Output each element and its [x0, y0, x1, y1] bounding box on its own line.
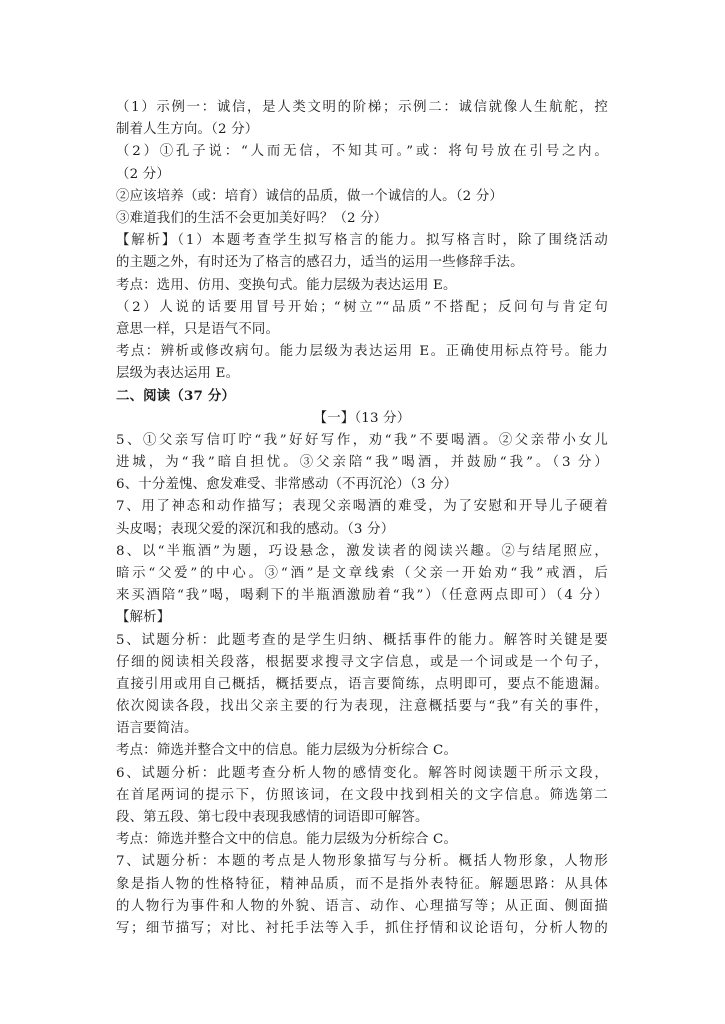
text-line: 仔细的阅读相关段落，根据要求搜寻文字信息，或是一个词或是一个句子， — [116, 654, 608, 670]
text-line: 【解析】 — [116, 610, 171, 626]
text-line: 语言要简洁。 — [116, 721, 198, 737]
text-line: 5、试题分析：此题考查的是学生归纳、概括事件的能力。解答时关键是要 — [116, 632, 608, 648]
text-line: 进城，为“我”暗自担忧。③父亲陪“我”喝酒，并鼓励“我”。（3 分） — [116, 455, 608, 470]
document-page — [116, 97, 608, 940]
text-line: 制着人生方向。（2 分） — [116, 122, 259, 138]
text-line: （2）①孔子说：“人而无信，不知其可。”或：将句号放在引号之内。 — [116, 144, 608, 160]
text-line: 意思一样，只是语气不同。 — [116, 321, 280, 337]
text-line: 5、①父亲写信叮咛“我”好好写作，劝“我”不要喝酒。②父亲带小女儿 — [116, 432, 608, 448]
text-line: 段、第五段、第七段中表现我感情的词语即可解答。 — [116, 810, 429, 825]
text-line: 暗示“父爱”的中心。③“酒”是文章线索（父亲一开始劝“我”戒酒，后 — [116, 565, 608, 581]
text-line: 象是指人物的性格特征，精神品质，而不是指外表特征。解题思路：从具体 — [116, 876, 608, 892]
text-line: （2）人说的话要用冒号开始；“树立”“品质”不搭配；反问句与肯定句 — [116, 299, 608, 315]
subsection-heading: 【一】（13 分） — [313, 410, 411, 426]
text-line: 考点：辨析或修改病句。能力层级为表达运用 E。正确使用标点符号。能力 — [116, 344, 608, 360]
text-line: 【解析】（1）本题考查学生拟写格言的能力。拟写格言时，除了围绕活动 — [116, 233, 608, 249]
text-line: （1）示例一：诚信，是人类文明的阶梯；示例二：诚信就像人生航舵，控 — [116, 100, 608, 115]
text-line: 依次阅读各段，找出父亲主要的行为表现，注意概括要与“我”有关的事件， — [116, 699, 608, 715]
text-line: 层级为表达运用 E。 — [116, 366, 240, 382]
text-line: 6、试题分析：此题考查分析人物的感情变化。解答时阅读题干所示文段， — [116, 765, 608, 781]
text-line: 7、用了神态和动作描写；表现父亲喝酒的难受，为了安慰和开导儿子硬着 — [116, 499, 608, 515]
text-line: 的人物行为事件和人物的外貌、语言、动作、心理描写等；从正面、侧面描 — [116, 898, 608, 914]
text-line: 头皮喝；表现父爱的深沉和我的感动。（3 分） — [116, 521, 395, 537]
text-line: 考点：筛选并整合文中的信息。能力层级为分析综合 C。 — [116, 743, 458, 759]
text-line: 的主题之外，有时还为了格言的感召力，适当的运用一些修辞手法。 — [116, 255, 524, 271]
text-line: 7、试题分析：本题的考点是人物形象描写与分析。概括人物形象，人物形 — [116, 854, 608, 870]
text-line: 写；细节描写；对比、衬托手法等入手，抓住抒情和议论语句，分析人物的 — [116, 920, 608, 936]
text-line: 6、十分羞愧、愈发难受、非常感动（不再沉沦）（3 分） — [116, 477, 458, 493]
text-line: 考点：选用、仿用、变换句式。能力层级为表达运用 E。 — [116, 277, 457, 293]
text-line: ③难道我们的生活不会更加美好吗？（2 分） — [116, 210, 388, 226]
text-line: 直接引用或用自己概括，概括要点，语言要简练，点明即可，要点不能遗漏。 — [116, 676, 608, 692]
text-line: 在首尾两词的提示下，仿照该词，在文段中找到相关的文字信息。筛选第二 — [116, 787, 608, 803]
text-line: 考点：筛选并整合文中的信息。能力层级为分析综合 C。 — [116, 832, 458, 848]
text-line: 来买酒陪“我”喝，喝剩下的半瓶酒激励着“我”）（任意两点即可）（4 分） — [116, 588, 608, 604]
text-line: （2 分） — [116, 166, 170, 182]
section-heading: 二、阅读（37 分） — [116, 388, 236, 405]
text-line: 8、以“半瓶酒”为题，巧设悬念，激发读者的阅读兴趣。②与结尾照应， — [116, 543, 608, 559]
text-line: ②应该培养（或：培育）诚信的品质，做一个诚信的人。（2 分） — [116, 188, 504, 204]
